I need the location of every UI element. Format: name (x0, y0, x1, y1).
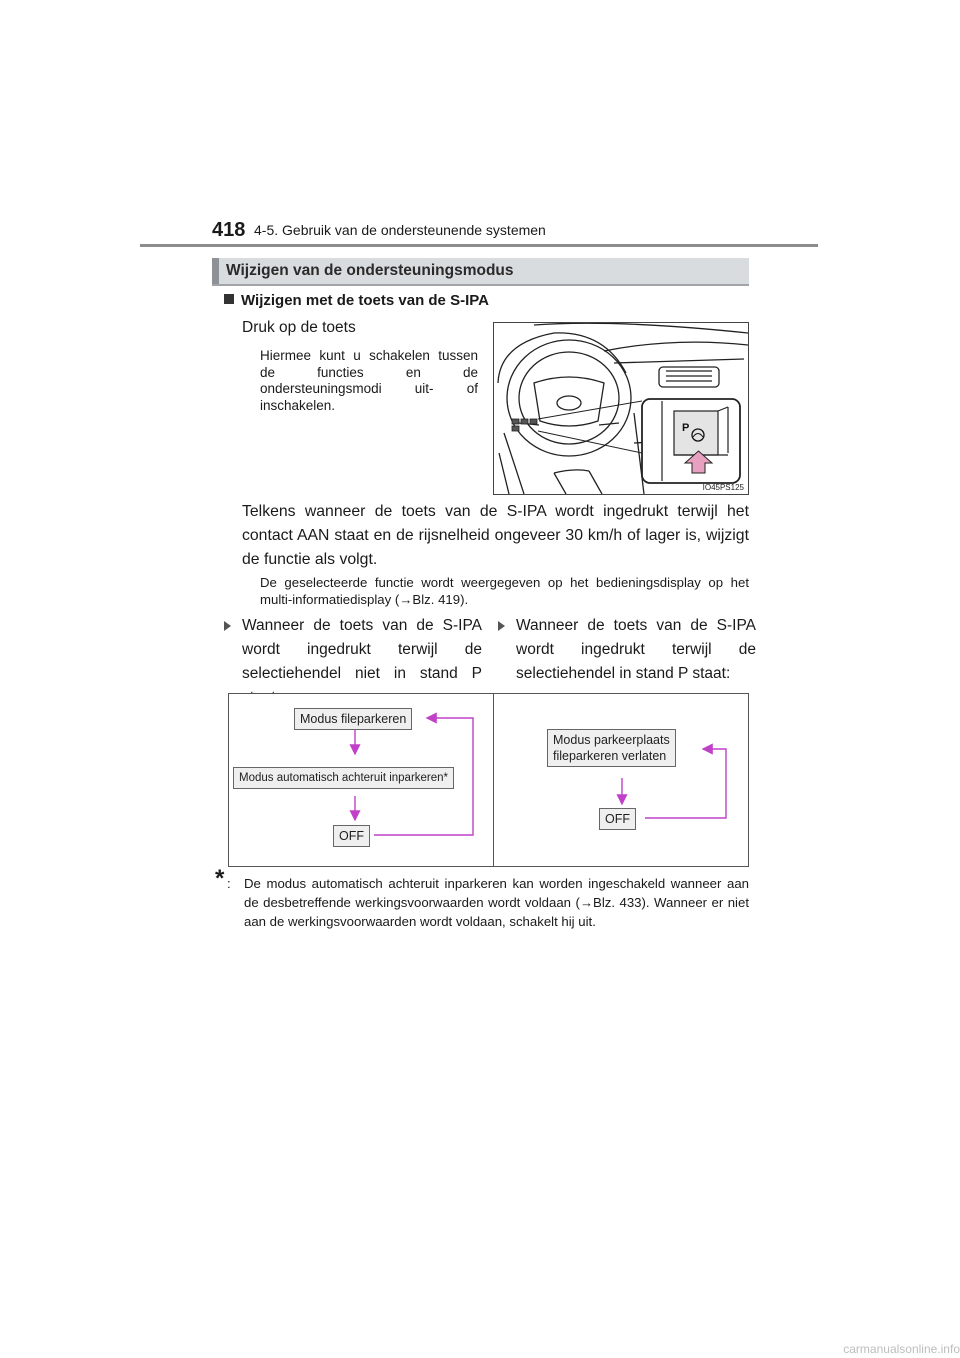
mode-parallel-parking: Modus fileparkeren (294, 708, 412, 730)
case-not-in-p (224, 614, 484, 694)
case-in-p (498, 614, 758, 694)
mode-off-left: OFF (333, 825, 370, 847)
footnote-marker: * (215, 865, 225, 892)
section-heading-bar (212, 258, 749, 286)
case-right-text: Wanneer de toets van de S-IPA wordt ingedrukt terwijl de selectiehendel in stand P staat: (516, 617, 756, 682)
dashboard-illustration (493, 322, 749, 495)
body-paragraph: Telkens wanneer de toets van de S-IPA wordt ingedrukt terwijl het contact AAN staat en de rijsnelheid ongeveer 30 km/h of lager is, wijzigt de functie als volgt. (242, 503, 749, 568)
mode-exit-parallel-parking (547, 729, 676, 767)
body-note: De geselecteerde functie wordt weergegeven op het bedieningsdisplay op het multi-informatiedisplay (→Blz. 419). (260, 575, 749, 607)
mode-exit-line2: fileparkeren verlaten (553, 749, 667, 763)
instruction-note: Hiermee kunt u schakelen tussen de functies en de ondersteuningsmodi uit- of inschakelen. (260, 348, 478, 413)
triangle-bullet-icon (498, 621, 505, 631)
watermark: carmanualsonline.info (843, 1342, 960, 1356)
triangle-bullet-icon (224, 621, 231, 631)
section-accent (212, 258, 219, 284)
switch-letter: P (682, 422, 690, 434)
case-left-text: Wanneer de toets van de S-IPA wordt ingedrukt terwijl de selectiehendel niet in stand P (242, 617, 482, 682)
instruction-text: Druk op de toets (242, 319, 356, 336)
square-bullet-icon (224, 294, 234, 304)
footnote-text: De modus automatisch achteruit inparkeren kan worden ingeschakeld wanneer aan de desbetreffende werkingsvoorwaarden wordt voldaan (→Blz. 433). Wanneer er niet aan de werkingsvoorwaarden wordt voldaan, schakelt hij uit. (244, 876, 749, 929)
section-title: Wijzigen van de ondersteuningsmodus (226, 262, 514, 279)
mode-flow-diagram (228, 693, 749, 867)
mode-off-right: OFF (599, 808, 636, 830)
mode-exit-line1: Modus parkeerplaats (553, 733, 670, 747)
footnote-colon: : (227, 876, 231, 891)
header-rule (140, 244, 818, 247)
mode-auto-reverse-parking: Modus automatisch achteruit inparkeren* (233, 767, 454, 789)
chapter-title: 4-5. Gebruik van de ondersteunende systemen (254, 222, 546, 238)
sub-heading (224, 292, 489, 309)
sub-heading-text: Wijzigen met de toets van de S-IPA (241, 292, 489, 309)
figure-code: IO45PS125 (702, 483, 744, 492)
page-number: 418 (212, 219, 246, 241)
dashboard-drawing (494, 323, 748, 494)
